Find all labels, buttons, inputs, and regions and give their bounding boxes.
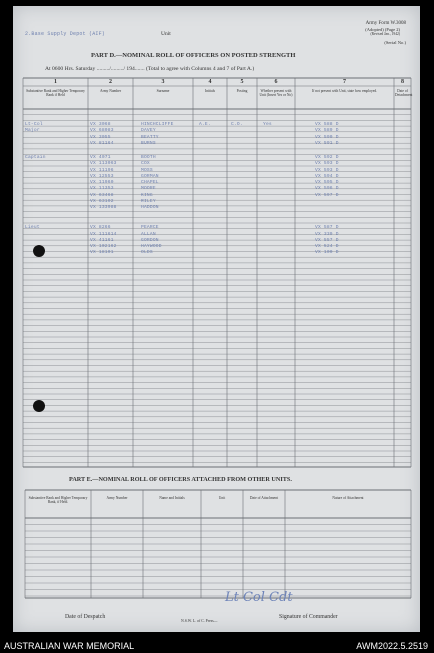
- form-revised: (Revised Jan., 1942): [370, 32, 400, 36]
- part-d-title: PART D.—NOMINAL ROLL OF OFFICERS ON POSTED STRENGTH: [91, 52, 296, 59]
- part-e-title: PART E.—NOMINAL ROLL OF OFFICERS ATTACHED FROM OTHER UNITS.: [69, 476, 292, 483]
- roll-cell-surname: GORDON: [141, 237, 159, 243]
- roll-cell-number: VX 8266: [90, 225, 111, 231]
- roll-cell-employed: VX 557 D: [315, 237, 339, 243]
- roll-cell-number: VX 41161: [90, 237, 114, 243]
- roll-cell-surname: MOSS: [141, 167, 153, 173]
- part-e-column-header: Army Number: [106, 496, 128, 500]
- roll-cell-number: VX 63102: [90, 198, 114, 204]
- column-number: 5: [240, 79, 244, 85]
- column-number: 8: [401, 79, 404, 85]
- column-header: Whether present with Unit (Insert Yes or No): [259, 89, 293, 97]
- roll-cell-surname: BOOTH: [141, 155, 156, 160]
- archive-name: AUSTRALIAN WAR MEMORIAL: [4, 641, 135, 651]
- roll-cell-number: VX 133988: [90, 205, 117, 210]
- roll-cell-number: VX 102162: [90, 244, 117, 249]
- column-header: Initials: [205, 89, 215, 93]
- column-header: Substantive Rank and Higher Temporary Rank if Held: [26, 89, 85, 97]
- roll-cell-rank: Major: [25, 128, 40, 134]
- roll-cell-rank: Lt-Col: [25, 122, 43, 127]
- form-page: (Adopted) (Page 2): [365, 27, 400, 32]
- despatch-label: Date of Despatch: [65, 614, 106, 620]
- roll-cell-surname: CHAPEL: [141, 180, 159, 185]
- roll-cell-surname: PEARCE: [141, 225, 159, 231]
- roll-cell-employed: VX 589 D: [315, 128, 339, 134]
- roll-cell-surname: OLDS: [141, 250, 153, 256]
- roll-cell-number: VX 11196: [90, 167, 114, 173]
- roll-cell-number: VX 3055: [90, 134, 111, 140]
- column-number: 7: [343, 79, 346, 85]
- roll-cell-surname: BEATTY: [141, 134, 159, 140]
- document-sheet: [13, 6, 420, 632]
- roll-cell-surname: HINCHCLIFFE: [141, 122, 174, 127]
- serial-label: (Serial No.): [384, 40, 406, 45]
- signature-label: Signature of Commander: [279, 614, 338, 620]
- roll-cell-employed: VX 596 D: [315, 186, 339, 192]
- column-number: 4: [208, 79, 212, 85]
- roll-cell-surname: MOORE: [141, 186, 156, 192]
- roll-cell-surname: BURNS: [141, 140, 156, 146]
- roll-cell-surname: GORMAN: [141, 173, 159, 179]
- roll-cell-number: VX 11353: [90, 186, 114, 192]
- roll-cell-employed: VX 594 D: [315, 173, 339, 179]
- roll-cell-present: Yes: [263, 122, 272, 127]
- roll-cell-posting: C.O.: [231, 122, 243, 127]
- punch-hole-bottom: [33, 400, 45, 412]
- roll-cell-number: VX 113063: [90, 161, 117, 167]
- column-header: Posting: [236, 89, 248, 93]
- column-number: 1: [54, 79, 57, 85]
- roll-cell-number: VX 12553: [90, 173, 114, 179]
- roll-cell-employed: VX 593 D: [315, 167, 339, 173]
- roll-cell-number: VX 68083: [90, 128, 114, 134]
- column-number: 2: [109, 79, 112, 85]
- printer-note: N.S.W. L. of C. Press—: [181, 619, 218, 623]
- roll-cell-number: VX 63468: [90, 192, 114, 198]
- archive-footer: [0, 640, 434, 653]
- roll-cell-surname: DAVEY: [141, 128, 156, 134]
- column-header: Surname: [156, 89, 170, 93]
- commander-signature: Lt Col Cdt: [225, 590, 293, 605]
- roll-cell-surname: HADDON: [141, 205, 159, 210]
- roll-cell-initials: A.E.: [199, 122, 211, 127]
- roll-cell-employed: VX 524 D: [315, 244, 339, 249]
- column-number: 3: [161, 79, 165, 85]
- part-e-column-header: Nature of Attachment: [332, 496, 364, 500]
- roll-cell-surname: ALLAN: [141, 231, 156, 237]
- unit-label: Unit: [161, 31, 171, 37]
- roll-cell-number: VX 81164: [90, 140, 114, 146]
- roll-cell-employed: VX 595 D: [315, 180, 339, 185]
- part-d-table-grid: [13, 6, 420, 632]
- roll-cell-employed: VX 591 D: [315, 140, 339, 146]
- roll-cell-employed: VX 339 D: [315, 231, 339, 237]
- roll-cell-employed: VX 587 D: [315, 225, 339, 231]
- part-e-column-header: Date of Attachment: [249, 496, 279, 500]
- roll-cell-rank: Lieut: [25, 225, 40, 231]
- roll-cell-rank: Captain: [25, 155, 46, 160]
- roll-cell-employed: VX 588 D: [315, 122, 339, 127]
- roll-cell-employed: VX 590 D: [315, 134, 339, 140]
- part-d-subtitle: At 0600 Hrs. Saturday ........./........./ 194....... (Total to agree with Columns 4 and 7 of Part A.): [45, 66, 255, 72]
- roll-cell-employed: VX 100 D: [315, 250, 339, 256]
- roll-cell-surname: HAYWOOD: [141, 244, 162, 249]
- column-number: 6: [274, 79, 278, 85]
- part-e-column-header: Unit: [218, 496, 226, 500]
- roll-cell-number: VX 11960: [90, 180, 114, 185]
- roll-cell-surname: COX: [141, 161, 150, 167]
- column-header: Army Number: [99, 89, 122, 93]
- form-name: Army Form W.3008: [365, 21, 406, 26]
- roll-cell-surname: RILEY: [141, 198, 156, 204]
- roll-cell-surname: KING: [141, 192, 153, 198]
- roll-cell-employed: VX 592 D: [315, 155, 339, 160]
- punch-hole-top: [33, 245, 45, 257]
- column-header: If not present with Unit, state how employed.: [311, 89, 378, 93]
- roll-cell-employed: VX 597 D: [315, 192, 339, 198]
- part-e-column-header: Name and Initials: [159, 496, 185, 500]
- archive-reference: AWM2022.5.2519: [356, 641, 428, 651]
- roll-cell-number: VX 18101: [90, 250, 114, 256]
- unit-value: 2.Base Supply Depot (AIF): [25, 31, 106, 37]
- part-e-column-header: Substantive Rank and Higher Temporary Rank, if Held.: [28, 496, 88, 504]
- roll-cell-number: VX 3068: [90, 122, 111, 127]
- roll-cell-employed: VX 593 D: [315, 161, 339, 167]
- column-header: Date of Detachment: [395, 89, 413, 97]
- roll-cell-number: VX 111614: [90, 231, 117, 237]
- roll-cell-number: VX 4071: [90, 155, 111, 160]
